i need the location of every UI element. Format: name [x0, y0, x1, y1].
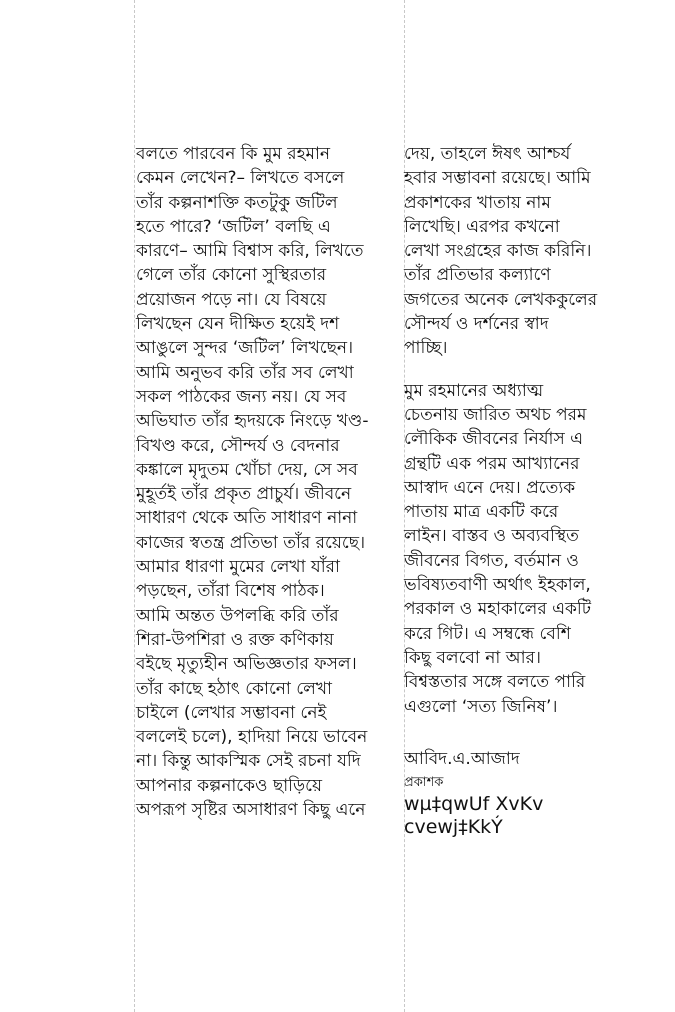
text-line: তাঁর প্রতিভার কল্যাণে — [404, 265, 551, 286]
text-line: লিখছেন যেন দীক্ষিত হয়েই দশ — [136, 314, 340, 335]
text-line: কাজের স্বতন্ত্র প্রতিভা তাঁর রয়েছে। — [136, 532, 366, 553]
signature-block — [404, 747, 666, 839]
right-text-column — [404, 142, 666, 839]
text-line: কিছু বলবো না আর। — [404, 647, 541, 668]
author-name: আবিদ.এ.আজাদ — [404, 748, 520, 769]
text-line: তাঁর কাছে হঠাৎ কোনো লেখা — [136, 678, 332, 699]
text-line: গ্রন্থটি এক পরম আখ্যানের — [404, 453, 580, 474]
text-line: আমি অন্তত উপলব্ধি করি তাঁর — [136, 605, 339, 626]
text-line: হতে পারে? ‘জটিল’ বলছি এ — [136, 216, 331, 237]
text-line: পড়ছেন, তাঁরা বিশেষ পাঠক। — [136, 581, 325, 602]
paragraph-gap — [404, 719, 666, 737]
text-line: সকল পাঠকের জন্য নয়। যে সব — [136, 386, 347, 407]
text-line: মুম রহমানের অধ্যাত্ম — [404, 380, 544, 401]
text-line: লিখেছি। এরপর কখনো — [404, 216, 560, 237]
text-line: পাতায় মাত্র একটি করে — [404, 502, 559, 523]
text-line: সাধারণ থেকে অতি সাধারণ নানা — [136, 508, 358, 529]
text-line: আস্বাদ এনে দেয়। প্রত্যেক — [404, 477, 576, 498]
paragraph-gap — [404, 361, 666, 379]
text-line: আমি অনুভব করি তাঁর সব লেখা — [136, 362, 354, 383]
text-line: চাইলে (লেখার সম্ভাবনা নেই — [136, 702, 327, 723]
column-guide-left — [134, 0, 135, 1012]
text-line: প্রয়োজন পড়ে না। যে বিষয়ে — [136, 289, 327, 310]
text-line: লাইন। বাস্তব ও অব্যবস্থিত — [404, 526, 579, 547]
text-line: করে গিট। এ সম্বন্ধে বেশি — [404, 623, 571, 644]
text-line: আঙুলে সুন্দর ‘জটিল’ লিখছেন। — [136, 338, 354, 359]
author-role: প্রকাশক — [404, 774, 444, 790]
text-line: আপনার কল্পনাকেও ছাড়িয়ে — [136, 775, 323, 796]
text-line: অভিঘাত তাঁর হৃদয়কে নিংড়ে খণ্ড- — [136, 411, 369, 432]
text-line: কেমন লেখেন?– লিখতে বসলে — [136, 168, 345, 189]
text-line: বললেই চলে), হাদিয়া নিয়ে ভাবেন — [136, 727, 368, 748]
publisher-line-1: wµ‡qwUf XvKv — [404, 792, 544, 815]
text-line: প্রকাশকের খাতায় নাম — [404, 192, 551, 213]
text-line: দেয়, তাহলে ঈষৎ আশ্চর্য — [404, 144, 571, 164]
text-line: জগতের অনেক লেখককুলের — [404, 289, 598, 310]
text-line: কারণে– আমি বিশ্বাস করি, লিখতে — [136, 241, 364, 262]
text-line: আমার ধারণা মুমের লেখা যাঁরা — [136, 557, 340, 578]
text-line: কঙ্কালে মৃদুতম খোঁচা দেয়, সে সব — [136, 459, 358, 480]
text-line: তাঁর কল্পনাশক্তি কতটুকু জটিল — [136, 192, 338, 213]
text-line: মুহূর্তই তাঁর প্রকৃত প্রাচুর্য। জীবনে — [136, 484, 352, 505]
text-line: পাচ্ছি। — [404, 338, 448, 359]
text-line: অপরূপ সৃষ্টির অসাধারণ কিছু এনে — [136, 800, 366, 821]
left-text-column — [136, 142, 401, 822]
text-line: গেলে তাঁর কোনো সুস্থিরতার — [136, 265, 327, 286]
text-line: বিশ্বস্ততার সঙ্গে বলতে পারি — [404, 672, 586, 693]
publisher-line-2: cvewj‡KkÝ — [404, 815, 503, 838]
text-line: বিখণ্ড করে, সৌন্দর্য ও বেদনার — [136, 435, 340, 456]
text-line: এগুলো ‘সত্য জিনিষ’। — [404, 696, 558, 717]
text-line: শিরা-উপশিরা ও রক্ত কণিকায় — [136, 629, 334, 650]
text-line: জীবনের বিগত, বর্তমান ও — [404, 550, 579, 571]
text-line: লৌকিক জীবনের নির্যাস এ — [404, 429, 584, 450]
text-line: বলতে পারবেন কি মুম রহমান — [136, 144, 331, 164]
text-line: লেখা সংগ্রহের কাজ করিনি। — [404, 241, 592, 262]
text-line: পরকাল ও মহাকালের একটি — [404, 599, 592, 620]
text-line: চেতনায় জারিত অথচ পরম — [404, 404, 587, 425]
text-line: ভবিষ্যতবাণী অর্থাৎ ইহকাল, — [404, 575, 591, 596]
paragraph-1 — [404, 142, 666, 361]
text-line: না। কিন্তু আকস্মিক সেই রচনা যদি — [136, 751, 361, 772]
paragraph-2 — [404, 379, 666, 719]
text-line: সৌন্দর্য ও দর্শনের স্বাদ — [404, 314, 549, 335]
text-line: বইছে মৃত্যুহীন অভিজ্ঞতার ফসল। — [136, 654, 357, 675]
text-line: হবার সম্ভাবনা রয়েছে। আমি — [404, 168, 591, 189]
